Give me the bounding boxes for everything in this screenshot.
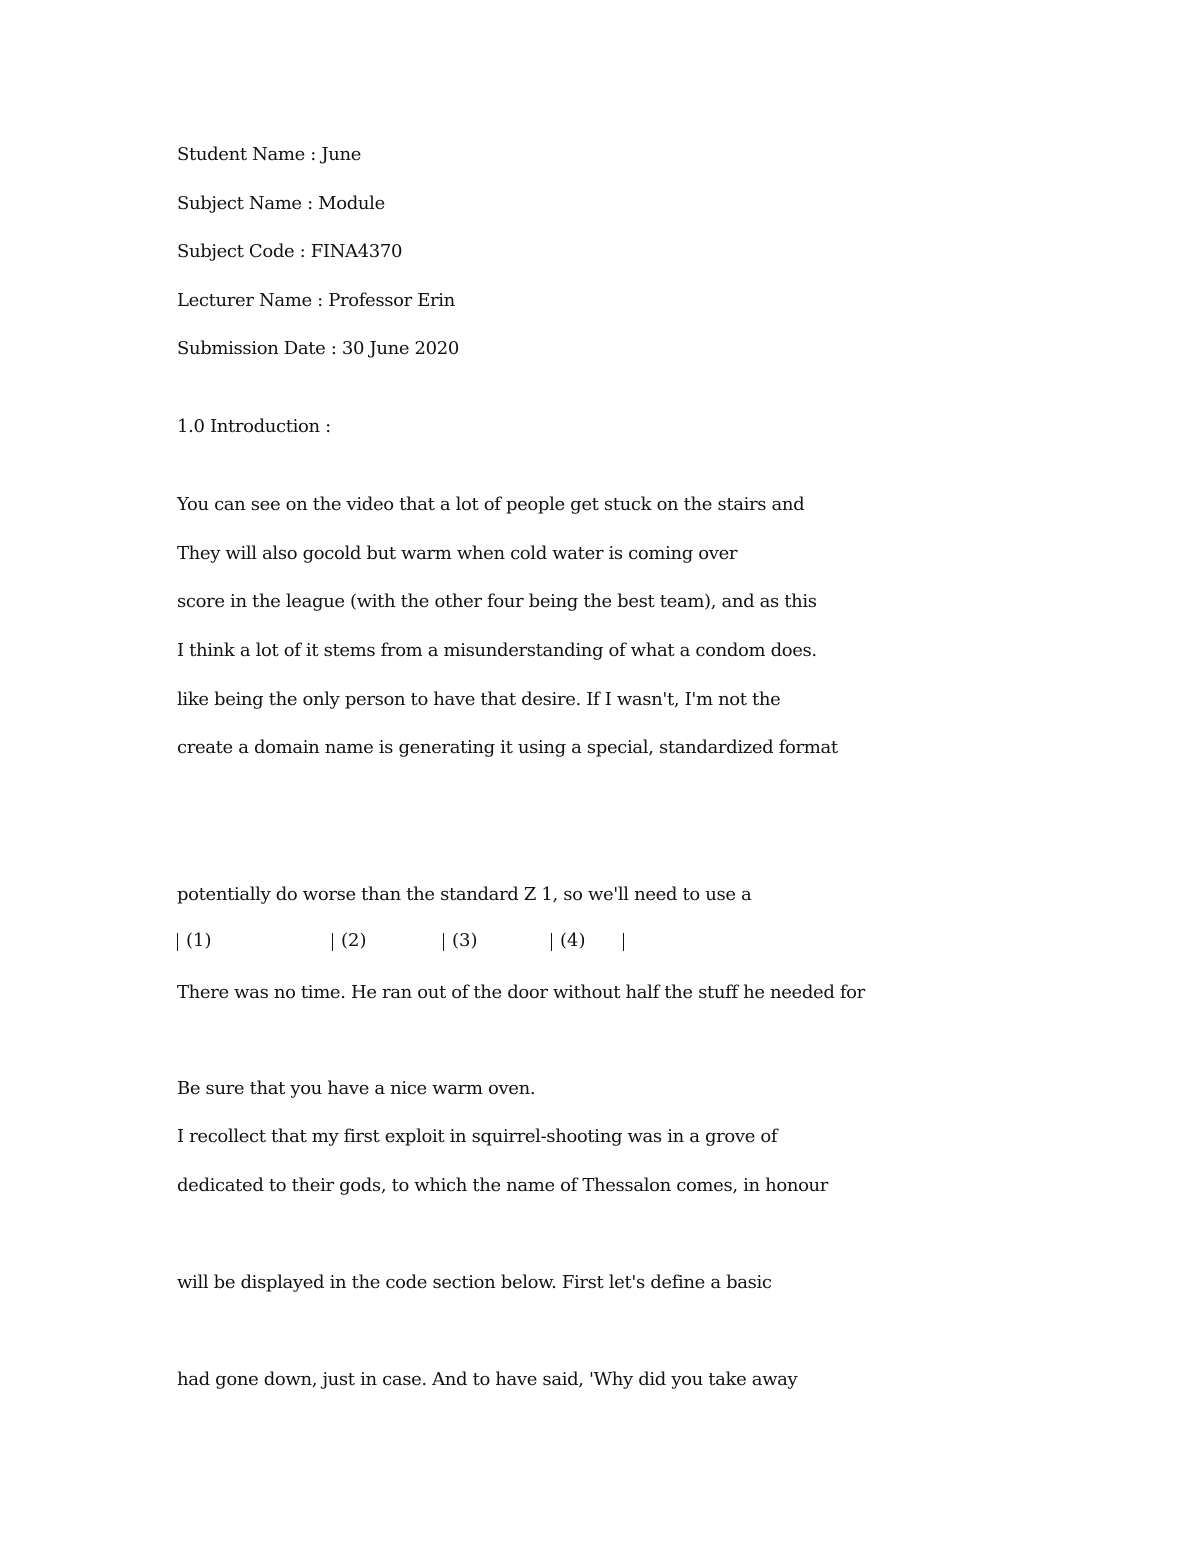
table-row: [177, 929, 637, 953]
subject-name: Subject Name : Module: [177, 193, 385, 214]
body-line: like being the only person to have that desire. If I wasn't, I'm not the: [177, 689, 781, 710]
subject-code: Subject Code : FINA4370: [177, 241, 403, 262]
table-cell: (3): [452, 930, 478, 951]
body-line: potentially do worse than the standard Z 1, so we'll need to use a: [177, 884, 752, 905]
lecturer-name: Lecturer Name : Professor Erin: [177, 290, 455, 311]
body-line: score in the league (with the other four being the best team), and as this: [177, 591, 817, 612]
table-cell: (4): [560, 930, 586, 951]
body-line: They will also gocold but warm when cold water is coming over: [177, 543, 738, 564]
body-line: dedicated to their gods, to which the name of Thessalon comes, in honour: [177, 1175, 829, 1196]
section-heading: 1.0 Introduction :: [177, 416, 331, 437]
body-line: You can see on the video that a lot of people get stuck on the stairs and: [177, 494, 805, 515]
table-cell: (2): [341, 930, 367, 951]
table-divider: [551, 933, 552, 951]
submission-date: Submission Date : 30 June 2020: [177, 338, 459, 359]
table-divider: [177, 933, 178, 951]
body-line: There was no time. He ran out of the door without half the stuff he needed for: [177, 982, 865, 1003]
table-divider: [332, 933, 333, 951]
student-name: Student Name : June: [177, 144, 361, 165]
table-cell: (1): [186, 930, 212, 951]
body-line: I recollect that my first exploit in squirrel-shooting was in a grove of: [177, 1126, 778, 1147]
table-divider: [443, 933, 444, 951]
body-line: Be sure that you have a nice warm oven.: [177, 1078, 536, 1099]
body-line: had gone down, just in case. And to have said, 'Why did you take away: [177, 1369, 798, 1390]
body-line: create a domain name is generating it using a special, standardized format: [177, 737, 838, 758]
body-line: I think a lot of it stems from a misunderstanding of what a condom does.: [177, 640, 817, 661]
table-divider: [623, 933, 624, 951]
body-line: will be displayed in the code section below. First let's define a basic: [177, 1272, 772, 1293]
